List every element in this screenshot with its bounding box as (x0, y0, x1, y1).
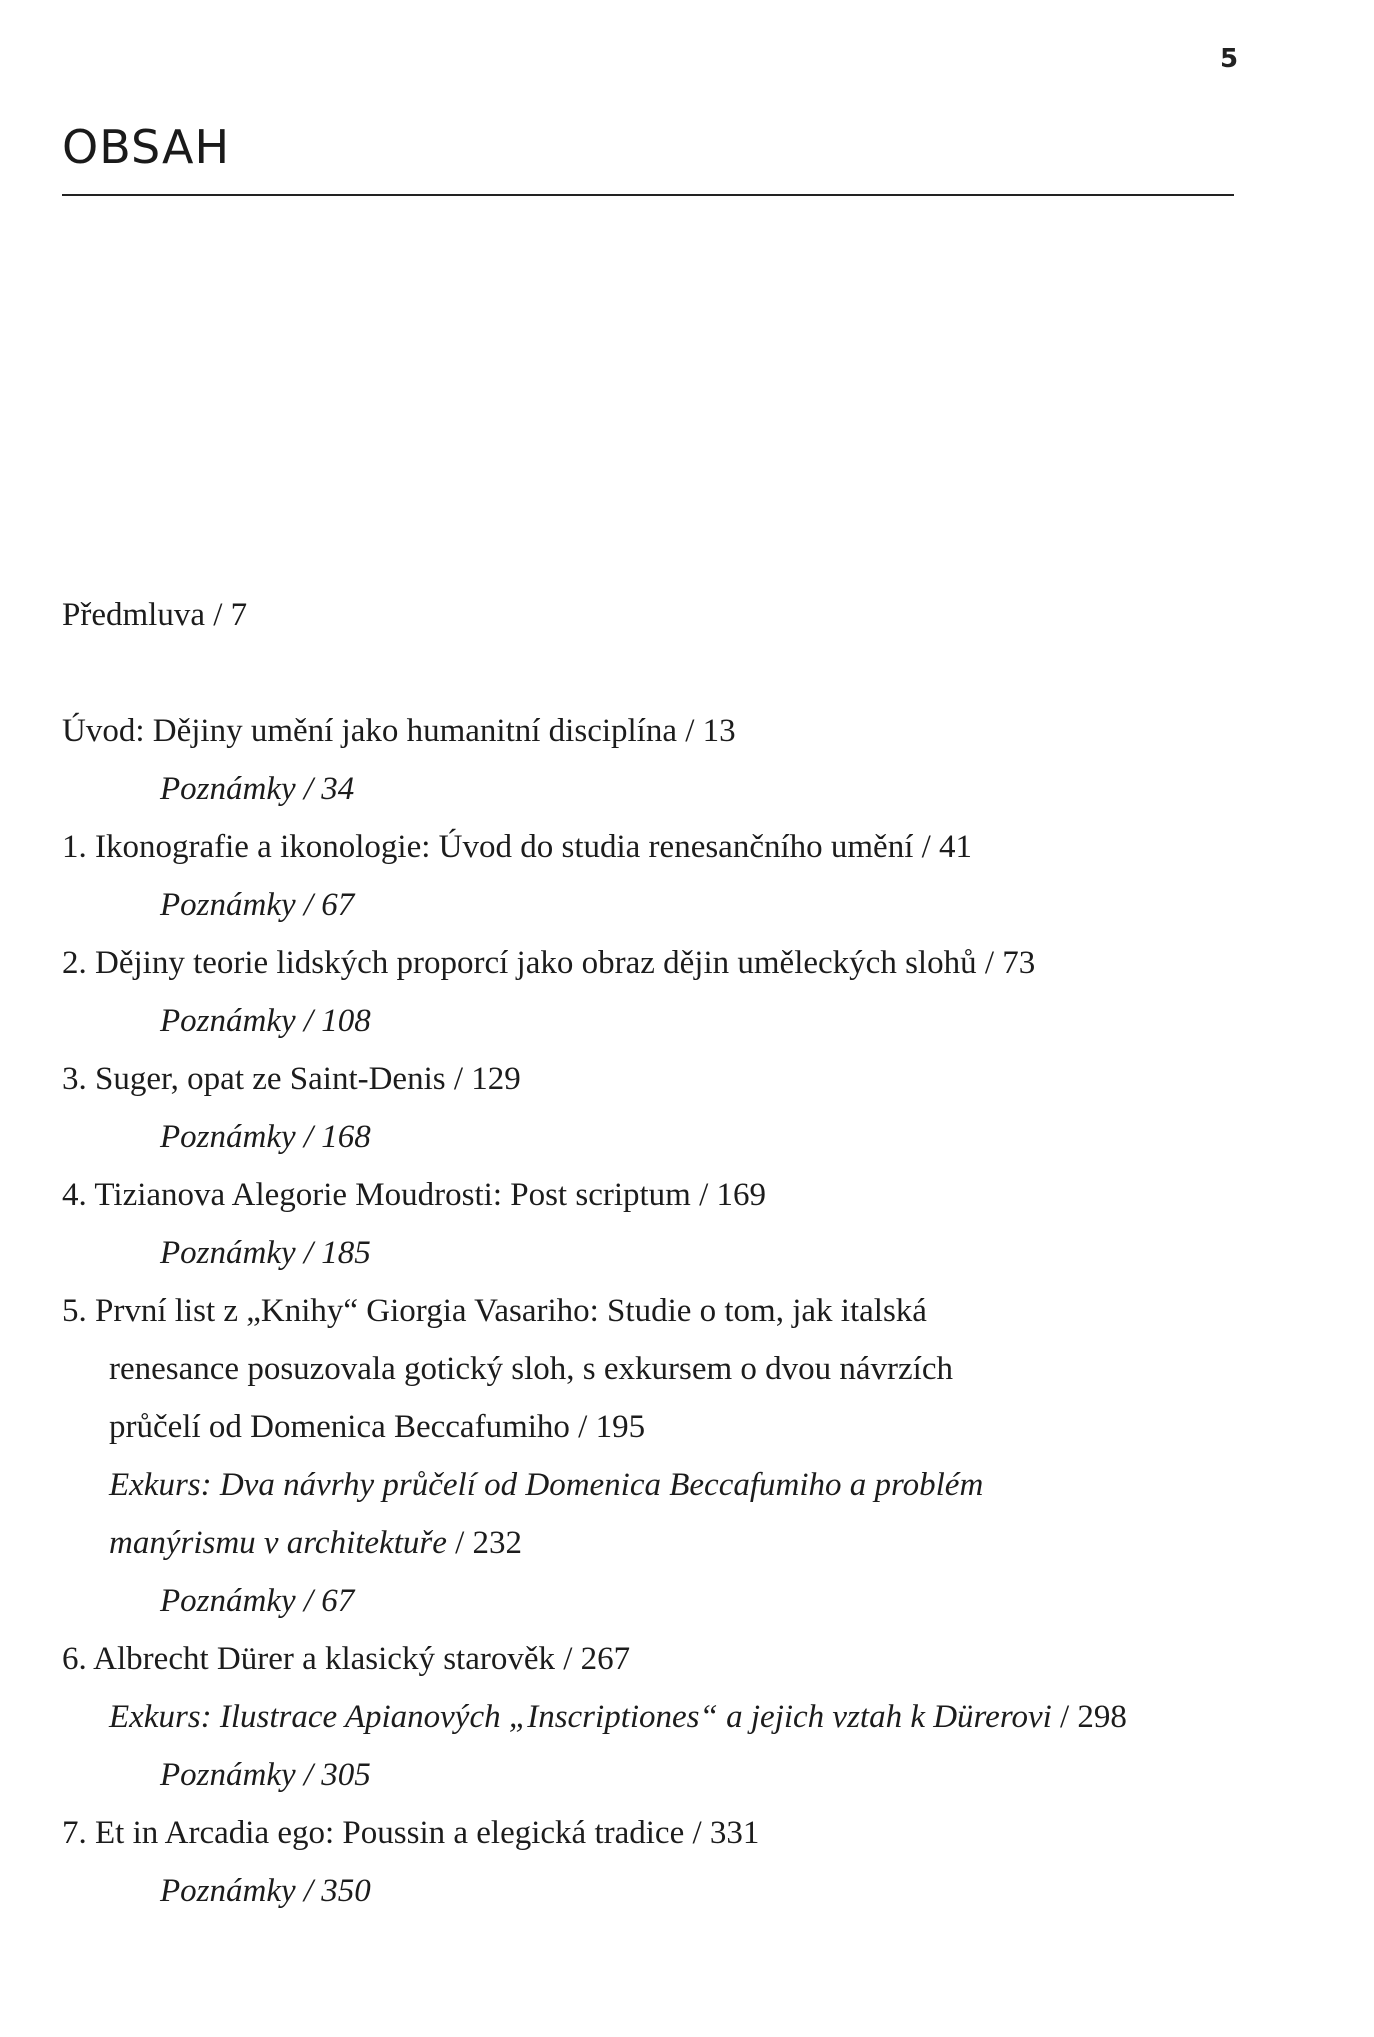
toc-entry-uvod: Úvod: Dějiny umění jako humanitní disciplína / 13 (62, 713, 736, 749)
toc-notes-chapter-5: Poznámky / 67 (160, 1583, 355, 1619)
toc-entry-chapter-5-cont: renesance posuzovala gotický sloh, s exkursem o dvou návrzích (109, 1351, 953, 1387)
toc-notes-chapter-2: Poznámky / 108 (160, 1003, 371, 1039)
toc-entry-chapter-5: 5. První list z „Knihy“ Giorgia Vasariho: Studie o tom, jak italská (62, 1293, 927, 1329)
toc-entry-chapter-2: 2. Dějiny teorie lidských proporcí jako obraz dějin uměleckých slohů / 73 (62, 945, 1036, 981)
toc-excurs-page: / 232 (446, 1525, 523, 1561)
toc-entry-chapter-5-cont: průčelí od Domenica Beccafumiho / 195 (109, 1409, 646, 1445)
toc-entry-chapter-6: 6. Albrecht Dürer a klasický starověk / 267 (62, 1641, 631, 1677)
toc-entry-chapter-1: 1. Ikonografie a ikonologie: Úvod do studia renesančního umění / 41 (62, 829, 973, 865)
toc-notes-chapter-6: Poznámky / 305 (160, 1757, 371, 1793)
page-title: OBSAH (62, 120, 231, 174)
toc-notes-chapter-3: Poznámky / 168 (160, 1119, 371, 1155)
toc-excurs-title: Exkurs: Ilustrace Apianových „Inscriptiones“ a jejich vztah k Dürerovi (109, 1699, 1052, 1735)
toc-entry-predmluva: Předmluva / 7 (62, 597, 248, 633)
toc-notes-chapter-4: Poznámky / 185 (160, 1235, 371, 1271)
toc-excurs-chapter-5-cont (62, 1514, 1262, 1572)
toc-notes-chapter-7: Poznámky / 350 (160, 1873, 371, 1909)
heading-rule (62, 194, 1234, 196)
toc-entry-chapter-3: 3. Suger, opat ze Saint-Denis / 129 (62, 1061, 521, 1097)
toc-notes-uvod: Poznámky / 34 (160, 771, 355, 807)
toc-excurs-title: manýrismu v architektuře (109, 1525, 447, 1561)
toc-entry-chapter-4: 4. Tizianova Alegorie Moudrosti: Post scriptum / 169 (62, 1177, 767, 1213)
toc-excurs-chapter-5: Exkurs: Dva návrhy průčelí od Domenica Beccafumiho a problém (109, 1467, 984, 1503)
table-of-contents (62, 586, 1262, 1920)
toc-notes-chapter-1: Poznámky / 67 (160, 887, 355, 923)
toc-spacer (62, 644, 1262, 702)
toc-excurs-chapter-6 (62, 1688, 1262, 1746)
toc-entry-chapter-7: 7. Et in Arcadia ego: Poussin a elegická tradice / 331 (62, 1815, 760, 1851)
toc-excurs-page: / 298 (1051, 1699, 1127, 1735)
page-number: 5 (1220, 44, 1239, 74)
